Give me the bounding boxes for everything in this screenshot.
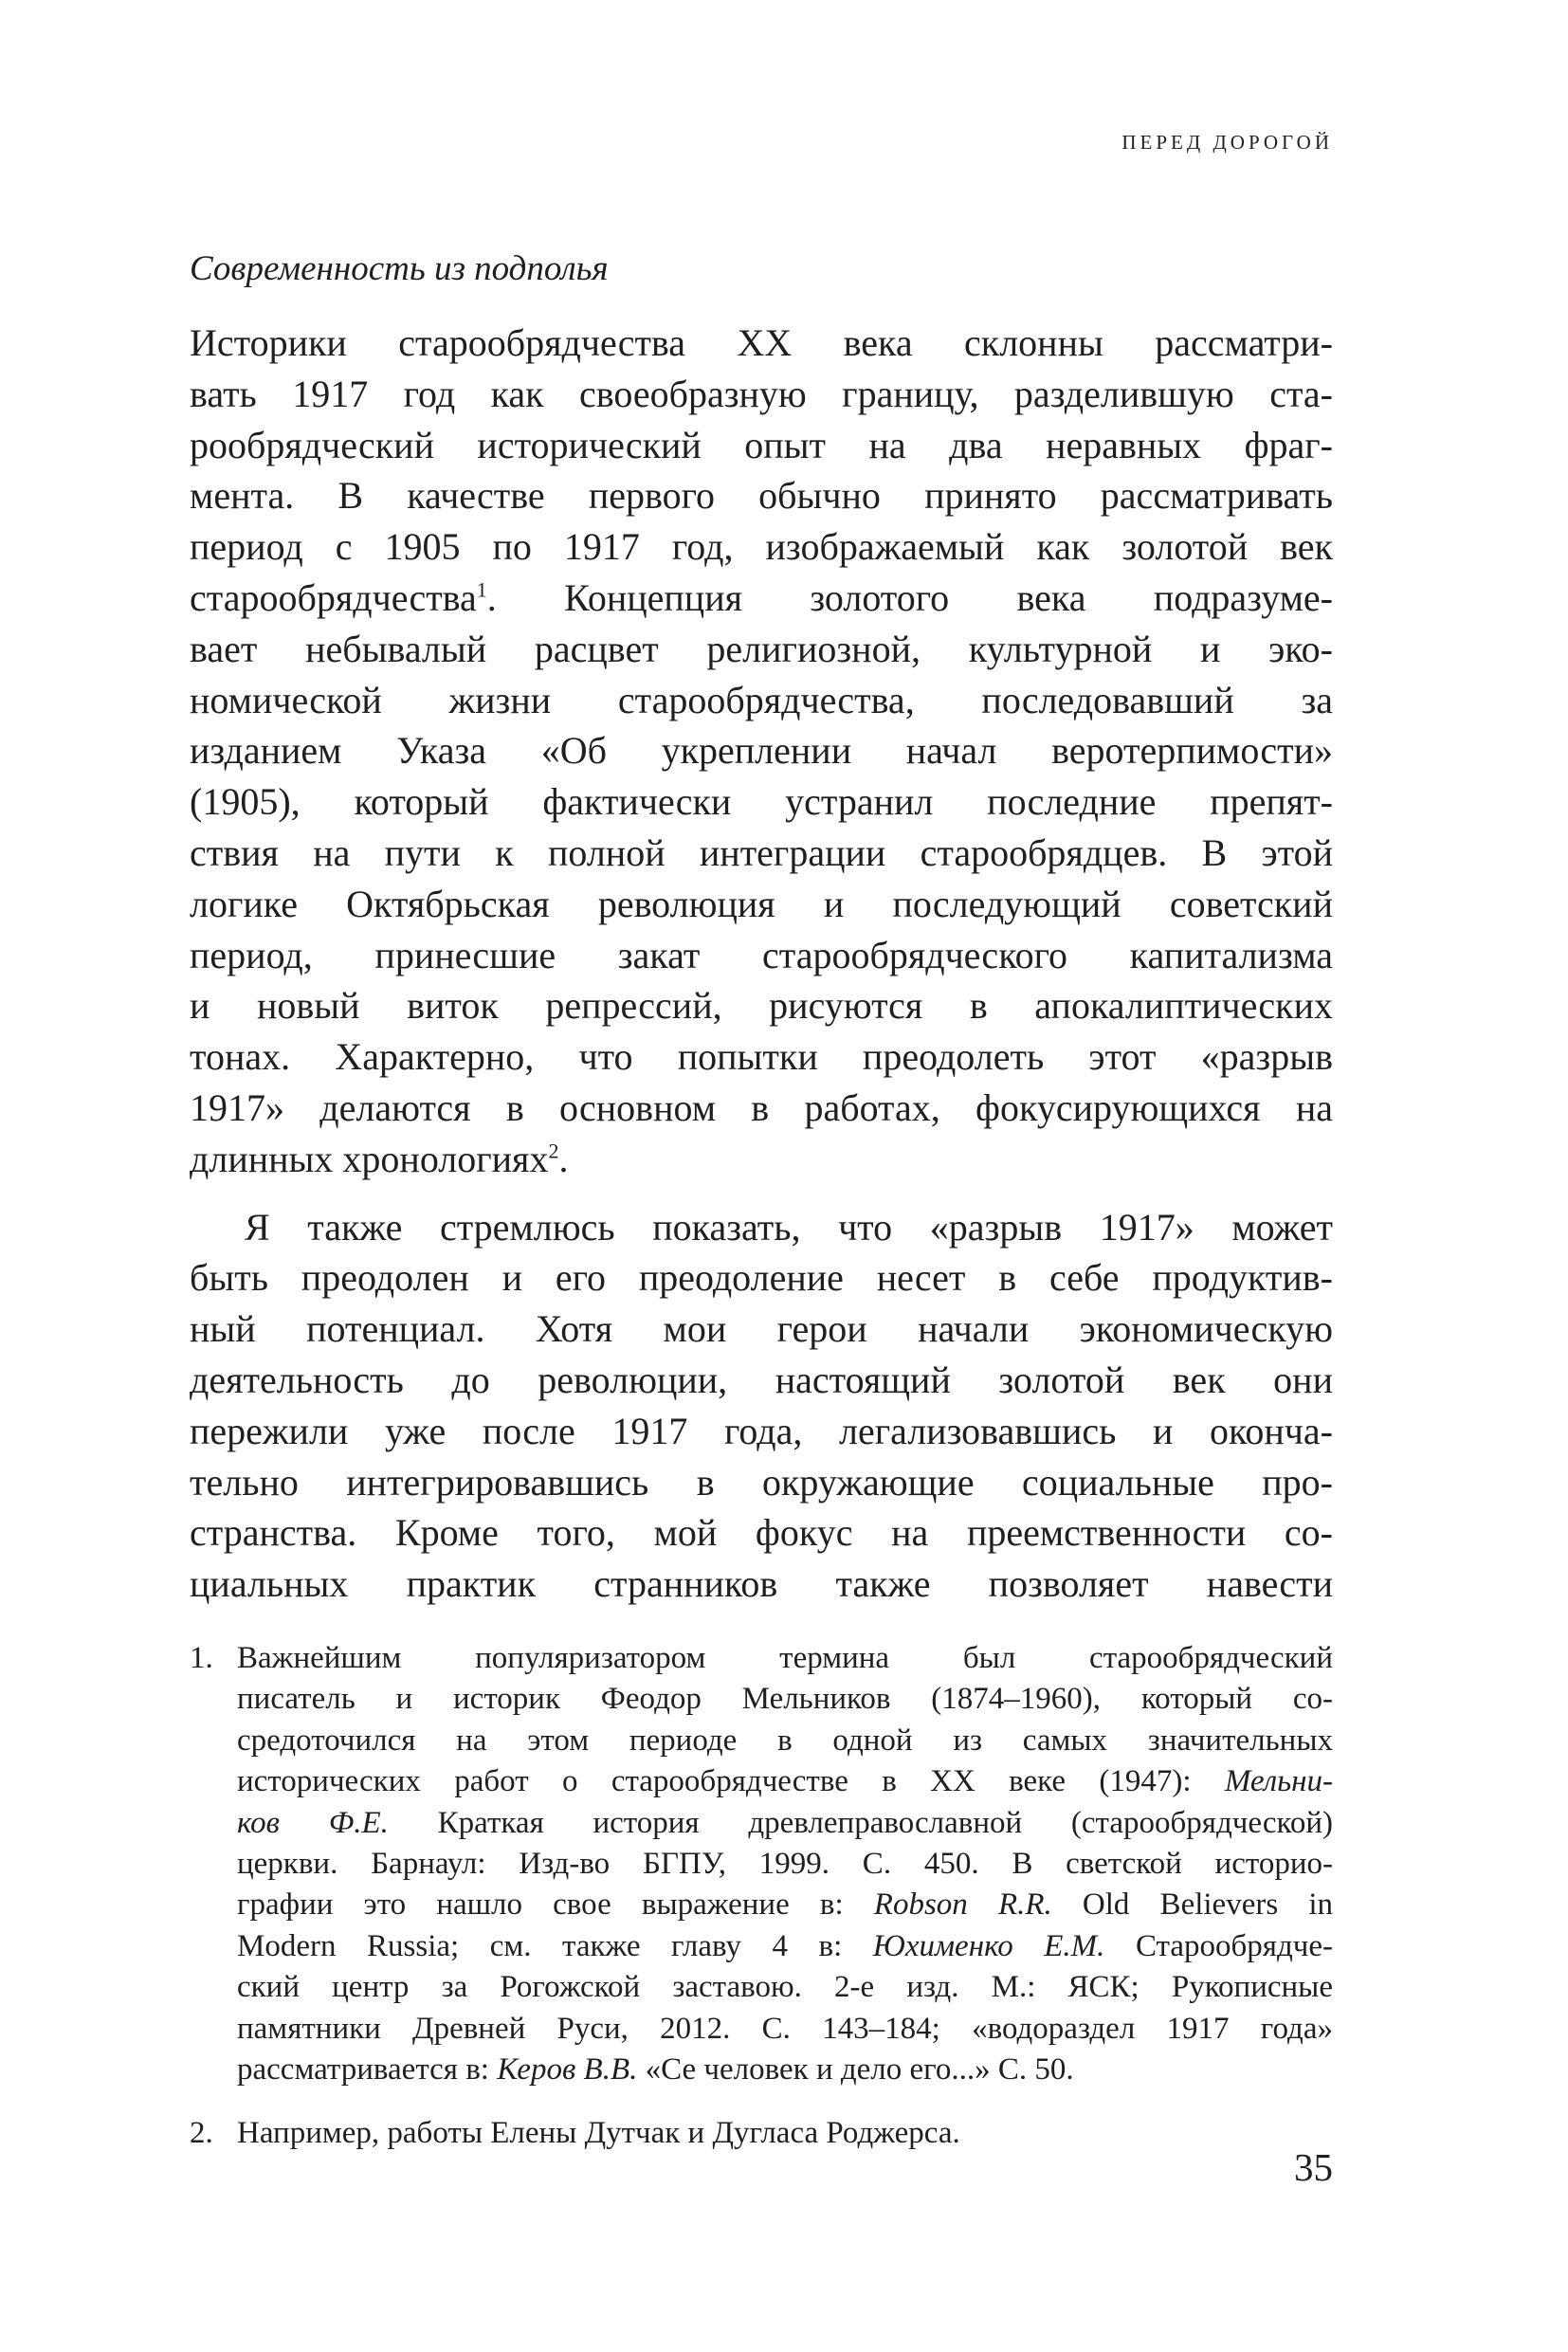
text-line: циальных практик странников также позволяет навести — [190, 1562, 1333, 1606]
text-line: изданием Указа «Об укреплении начал веротерпимости» — [190, 729, 1333, 773]
author-name: ков Ф.Е. — [237, 1805, 389, 1840]
footnote-line: писатель и историк Феодор Мельников (1874–1960), который со- — [237, 1682, 1333, 1717]
text-line: деятельность до революции, настоящий золотой век они — [190, 1358, 1333, 1401]
text-line: ствия на пути к полной интеграции старообрядцев. В этой — [190, 830, 1333, 874]
footnote-line — [237, 1803, 1333, 1844]
footnote-line: Например, работы Елены Дутчак и Дугласа Роджерса. — [237, 2116, 960, 2151]
footnote-1 — [190, 1638, 1333, 2090]
text-line: ный потенциал. Хотя мои герои начали экономическую — [190, 1307, 1333, 1351]
section-title: Современность из подполья — [190, 249, 609, 288]
text-line: тельно интегрировавшись в окружающие социальные про- — [190, 1460, 1333, 1504]
text-fragment: длинных хронологиях — [190, 1137, 549, 1180]
text-fragment: Старообрядче- — [1104, 1928, 1333, 1963]
text-fragment: старообрядчества — [190, 575, 477, 619]
text-line: номической жизни старообрядчества, последовавший за — [190, 678, 1333, 721]
text-line: период с 1905 по 1917 год, изображаемый как золотой век — [190, 525, 1333, 569]
text-line: рообрядческий исторический опыт на два неравных фраг- — [190, 423, 1333, 466]
footnote-line: памятники Древней Руси, 2012. С. 143–184; «водораздел 1917 года» — [237, 2011, 1333, 2046]
footnote-line — [237, 2050, 1333, 2090]
text-fragment: . — [558, 1137, 569, 1180]
text-fragment: рассматривается в: — [237, 2052, 498, 2088]
text-fragment: «Се человек и дело его...» С. 50. — [637, 2052, 1074, 2088]
text-line: логике Октябрьская революция и последующий советский — [190, 882, 1333, 925]
footnote-line: средоточился на этом периоде в одной из самых значительных — [237, 1723, 1333, 1758]
text-fragment: Modern Russia; см. также главу 4 в: — [237, 1928, 873, 1963]
footnote-line: Важнейшим популяризатором термина был старообрядческий — [237, 1641, 1333, 1675]
text-line — [190, 573, 1333, 624]
text-line: (1905), который фактически устранил последние препят- — [190, 780, 1333, 824]
footnote-number: 1. — [190, 1641, 213, 1675]
text-line: тонах. Характерно, что попытки преодолеть этот «разрыв — [190, 1035, 1333, 1079]
author-name: Юхименко Е.М. — [872, 1928, 1105, 1963]
text-line: вать 1917 год как своеобразную границу, разделившую ста- — [190, 372, 1333, 415]
text-line: быть преодолен и его преодоление несет в себе продуктив- — [190, 1256, 1333, 1300]
author-name: Robson R.R. — [873, 1887, 1052, 1923]
footnote-ref-2[interactable]: 2 — [548, 1139, 559, 1163]
text-fragment: Old Believers in — [1051, 1887, 1333, 1923]
paragraph-gap — [190, 1185, 1333, 1202]
footnote-line — [237, 1885, 1333, 1925]
footnotes — [190, 1638, 1333, 2155]
text-line: пережили уже после 1917 года, легализовавшись и оконча- — [190, 1409, 1333, 1452]
footnote-line: церкви. Барнаул: Изд-во БГПУ, 1999. С. 450. В светской историо- — [237, 1847, 1333, 1882]
text-line: период, принесшие закат старообрядческого капитализма — [190, 933, 1333, 976]
footnote-line — [237, 1761, 1333, 1802]
footnote-line: ский центр за Рогожской заставою. 2-е изд. М.: ЯСК; Рукописные — [237, 1970, 1333, 2005]
running-head: ПЕРЕД ДОРОГОЙ — [1121, 131, 1333, 154]
footnote-2 — [190, 2113, 1333, 2154]
text-fragment: исторических работ о старообрядчестве в XX веке (1947): — [237, 1764, 1225, 1799]
text-fragment: Краткая история древлеправославной (старообрядческой) — [388, 1805, 1333, 1840]
text-line: 1917» делаются в основном в работах, фокусирующихся на — [190, 1085, 1333, 1129]
footnote-gap — [190, 2090, 1333, 2113]
text-line: Историки старообрядчества XX века склонны рассматри- — [190, 321, 1333, 364]
author-name: Керов В.В. — [497, 2052, 638, 2088]
text-line: и новый виток репрессий, рисуются в апокалиптических — [190, 984, 1333, 1028]
page-number: 35 — [1294, 2145, 1333, 2189]
footnote-number: 2. — [190, 2116, 213, 2151]
text-line — [190, 1134, 1333, 1185]
footnote-ref-1[interactable]: 1 — [476, 577, 487, 602]
text-fragment: графии это нашло свое выражение в: — [237, 1887, 874, 1923]
text-line: странства. Кроме того, мой фокус на преемственности со- — [190, 1511, 1333, 1555]
footnote-line — [237, 1926, 1333, 1967]
author-name: Мельни- — [1224, 1764, 1333, 1799]
text-line: мента. В качестве первого обычно принято рассматривать — [190, 474, 1333, 518]
paragraph-2 — [190, 1202, 1333, 1610]
text-line: вает небывалый расцвет религиозной, культурной и эко- — [190, 627, 1333, 670]
text-line: Я также стремлюсь показать, что «разрыв 1917» может — [245, 1205, 1333, 1249]
paragraph-1 — [190, 318, 1333, 1185]
body-text — [190, 318, 1333, 1610]
text-fragment: . Концепция золотого века подразуме- — [486, 575, 1333, 619]
